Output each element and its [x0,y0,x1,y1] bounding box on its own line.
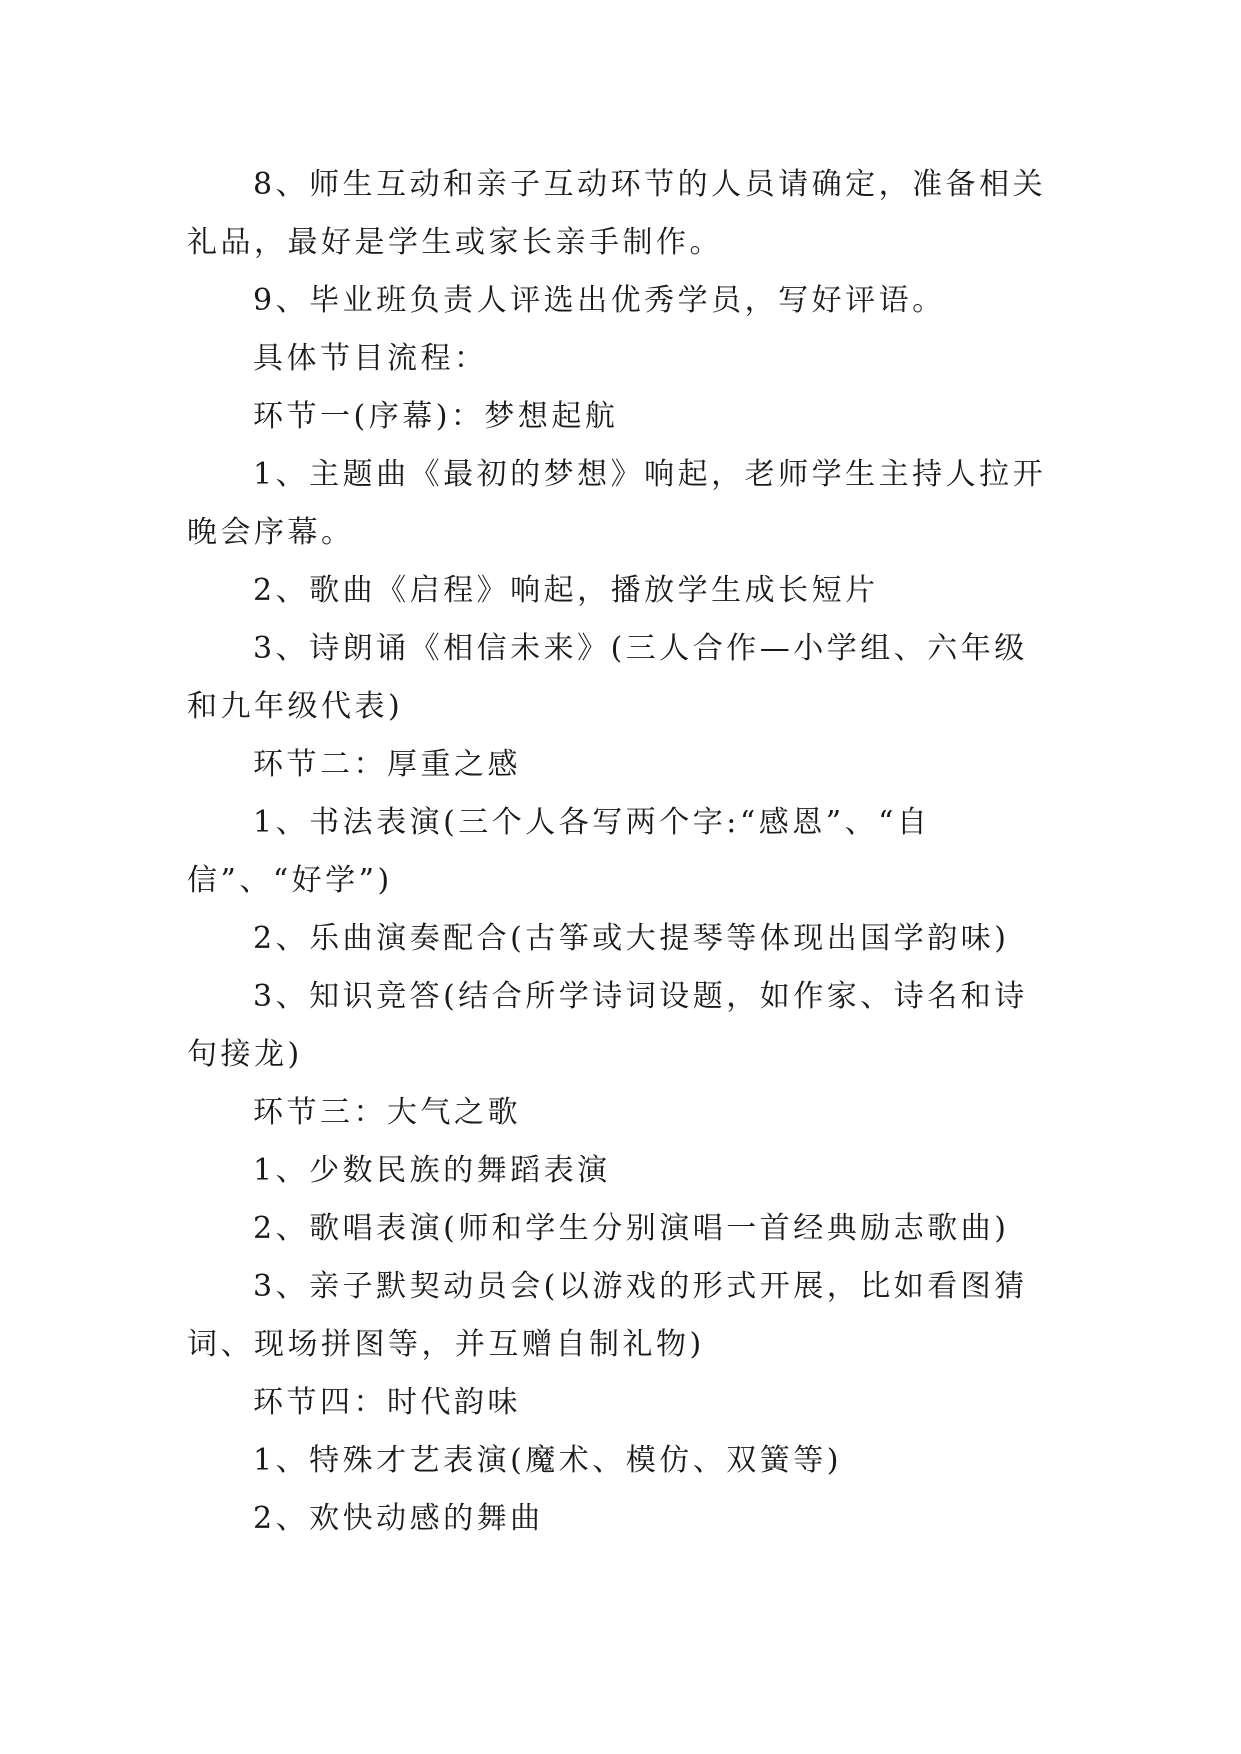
paragraph-part-3-item-2: 2、歌唱表演(师和学生分别演唱一首经典励志歌曲) [253,1211,1010,1246]
document-body [187,156,1047,1548]
paragraph-item-8: 8、师生互动和亲子互动环节的人员请确定，准备相关礼品，最好是学生或家长亲手制作。 [187,167,1047,260]
paragraph-part-1-item-3: 3、诗朗诵《相信未来》(三人合作—小学组、六年级和九年级代表) [187,631,1028,724]
section-heading-part-3: 环节三：大气之歌 [253,1095,521,1130]
section-heading-program-flow: 具体节目流程： [253,341,488,376]
paragraph-part-3-item-1: 1、少数民族的舞蹈表演 [253,1153,611,1188]
paragraph-item-9: 9、毕业班负责人评选出优秀学员，写好评语。 [253,283,946,318]
paragraph-part-1-item-2: 2、歌曲《启程》响起，播放学生成长短片 [253,573,879,608]
paragraph-part-4-item-2: 2、欢快动感的舞曲 [253,1501,544,1536]
paragraph-part-3-item-3: 3、亲子默契动员会(以游戏的形式开展，比如看图猜词、现场拼图等，并互赠自制礼物) [187,1269,1028,1362]
paragraph-part-4-item-1: 1、特殊才艺表演(魔术、模仿、双簧等) [253,1443,842,1478]
paragraph-part-1-item-1: 1、主题曲《最初的梦想》响起，老师学生主持人拉开晚会序幕。 [187,457,1047,550]
section-heading-part-1: 环节一(序幕)：梦想起航 [253,399,619,434]
section-heading-part-4: 环节四：时代韵味 [253,1385,521,1420]
paragraph-part-2-item-3: 3、知识竞答(结合所学诗词设题，如作家、诗名和诗句接龙) [187,979,1028,1072]
paragraph-part-2-item-2: 2、乐曲演奏配合(古筝或大提琴等体现出国学韵味) [253,921,1010,956]
paragraph-part-2-item-1: 1、书法表演(三个人各写两个字:“感恩”、“自信”、“好学”) [187,805,931,898]
section-heading-part-2: 环节二：厚重之感 [253,747,521,782]
